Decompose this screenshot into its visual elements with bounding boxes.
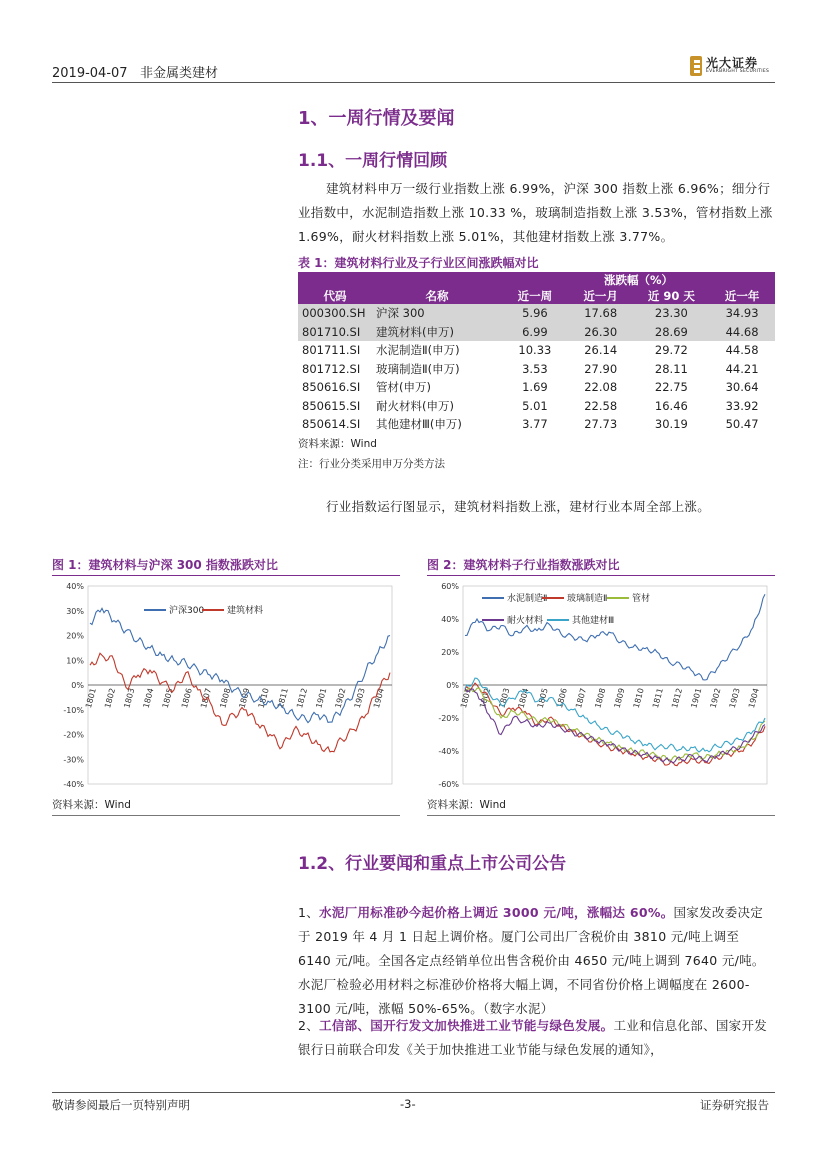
table-cell: 3.77 xyxy=(522,417,548,432)
subsection-heading: 1.1、一周行情回顾 xyxy=(298,151,448,171)
x-tick-label: 1903 xyxy=(352,687,367,710)
x-tick-label: 1801 xyxy=(458,687,473,710)
report-date: 2019-04-07 xyxy=(52,66,128,81)
table-cell: 28.69 xyxy=(634,323,710,342)
table-cell: 29.72 xyxy=(654,343,688,358)
news-body: 国家发改委决定于 2019 年 4 月 1 日起上调价格。厦门公司出厂含税价由 3810 元/吨上调至 6140 元/吨。全国各定点经销单位出售含税价由 4650 元/吨上调到 7640 元/吨。水泥厂检验必用材料之标准砂价格将大幅上调，不同省份价格上调幅度在 2600-3100 元/吨，涨幅 50%-65%。（数字水泥） xyxy=(298,905,765,1016)
footer-divider xyxy=(52,1092,775,1093)
y-tick-label: 20% xyxy=(441,648,459,657)
figure2-top-rule xyxy=(427,575,775,576)
y-tick-label: 40% xyxy=(441,615,459,624)
x-tick-label: 1904 xyxy=(371,687,386,710)
figure1-top-rule xyxy=(52,575,400,576)
table-cell: 16.46 xyxy=(654,398,688,413)
table-cell: 27.90 xyxy=(584,361,618,376)
table-cell: 50.47 xyxy=(725,417,759,432)
report-title: 非金属类建材 xyxy=(139,66,218,81)
chart-index-comparison xyxy=(52,580,400,792)
y-tick-label: 0% xyxy=(71,681,84,690)
y-tick-label: -20% xyxy=(63,730,84,740)
table-cell: 44.58 xyxy=(725,343,759,358)
column-header: 近一年 xyxy=(709,288,775,304)
figure2-bottom-rule xyxy=(427,815,775,816)
table-cell: 其他建材Ⅲ(申万) xyxy=(376,417,462,432)
series-line xyxy=(465,594,765,680)
table-cell: 3.53 xyxy=(522,361,548,376)
table-cell: 管材(申万) xyxy=(376,380,431,395)
table-cell: 33.92 xyxy=(725,398,759,413)
table-cell: 耐火材料(申万) xyxy=(376,398,454,413)
table-note: 注：行业分类采用申万分类方法 xyxy=(298,458,445,470)
chart-subindustry-comparison xyxy=(427,580,775,792)
x-tick-label: 1808 xyxy=(593,687,608,710)
figure1-caption: 图 1：建筑材料与沪深 300 指数涨跌对比 xyxy=(52,558,278,572)
table-cell: 23.30 xyxy=(634,304,710,323)
table-caption: 表 1：建筑材料行业及子行业区间涨跌幅对比 xyxy=(298,256,539,270)
table-cell: 建筑材料(申万) xyxy=(372,323,502,342)
news-headline: 水泥厂用标准砂今起价格上调近 3000 元/吨，涨幅达 60%。 xyxy=(319,905,674,920)
footer-disclaimer: 敬请参阅最后一页特别声明 xyxy=(52,1098,190,1112)
column-header: 近一周 xyxy=(502,288,568,304)
column-header: 近 90 天 xyxy=(634,288,710,304)
table-cell: 1.69 xyxy=(522,380,548,395)
x-tick-label: 1810 xyxy=(256,687,271,710)
x-tick-label: 1903 xyxy=(727,687,742,710)
legend-label: 沪深300 xyxy=(169,606,205,616)
table-cell: 26.30 xyxy=(568,323,634,342)
y-tick-label: -60% xyxy=(438,780,459,789)
y-tick-label: 30% xyxy=(66,606,84,616)
brand-logo-icon xyxy=(690,56,702,76)
legend-label: 其他建材Ⅲ xyxy=(572,616,615,626)
table-cell: 34.93 xyxy=(709,304,775,323)
table-cell: 44.68 xyxy=(709,323,775,342)
table-cell: 27.73 xyxy=(584,417,618,432)
page-number: -3- xyxy=(400,1097,416,1111)
y-tick-label: -30% xyxy=(63,755,84,765)
table-cell: 22.08 xyxy=(584,380,618,395)
legend-label: 耐火材料 xyxy=(507,616,544,626)
report-date-title xyxy=(52,62,218,81)
x-tick-label: 1812 xyxy=(670,687,685,710)
y-tick-label: 20% xyxy=(66,631,84,641)
table-cell: 沪深 300 xyxy=(372,304,502,323)
news-item xyxy=(298,1014,775,1062)
brand-logo xyxy=(690,54,780,80)
index-trend-paragraph: 行业指数运行图显示，建筑材料指数上涨，建材行业本周全部上涨。 xyxy=(326,499,711,514)
table-row xyxy=(298,323,775,342)
x-tick-label: 1804 xyxy=(141,687,156,710)
x-tick-label: 1802 xyxy=(103,687,118,710)
legend-label: 水泥制造Ⅱ xyxy=(507,594,548,604)
y-tick-label: -40% xyxy=(438,747,459,756)
y-tick-label: -40% xyxy=(63,780,84,789)
y-tick-label: -20% xyxy=(438,714,459,723)
x-tick-label: 1811 xyxy=(275,687,290,710)
x-tick-label: 1801 xyxy=(83,687,98,710)
y-tick-label: 0% xyxy=(446,681,459,690)
figure2-source: 资料来源：Wind xyxy=(427,799,506,811)
table-cell: 850615.SI xyxy=(302,398,361,413)
x-tick-label: 1802 xyxy=(478,687,493,710)
x-tick-label: 1812 xyxy=(295,687,310,710)
x-tick-label: 1904 xyxy=(746,687,761,710)
table-cell: 22.58 xyxy=(584,398,618,413)
table-cell: 801711.SI xyxy=(302,343,361,358)
footer-report-type: 证券研究报告 xyxy=(700,1098,769,1112)
news-number: 2、 xyxy=(298,1018,320,1033)
table-row xyxy=(298,341,775,360)
performance-table xyxy=(298,272,775,434)
x-tick-label: 1808 xyxy=(218,687,233,710)
table-cell: 水泥制造Ⅱ(申万) xyxy=(376,343,460,358)
table-cell: 44.21 xyxy=(725,361,759,376)
x-tick-label: 1811 xyxy=(650,687,665,710)
x-tick-label: 1902 xyxy=(333,687,348,710)
x-tick-label: 1804 xyxy=(516,687,531,710)
news-headline: 工信部、国开行发文加快推进工业节能与绿色发展。 xyxy=(319,1018,614,1033)
y-tick-label: 60% xyxy=(441,582,459,591)
table-row xyxy=(298,378,775,397)
news-body: 工业和信息化部、国家开发银行日前联合印发《关于加快推进工业节能与绿色发展的通知》， xyxy=(298,1018,768,1057)
subsection-heading: 1.2、行业要闻和重点上市公司公告 xyxy=(298,854,567,874)
x-tick-label: 1803 xyxy=(122,687,137,710)
x-tick-label: 1902 xyxy=(708,687,723,710)
column-header: 代码 xyxy=(298,288,372,304)
weekly-review-paragraph: 建筑材料申万一级行业指数上涨 6.99%，沪深 300 指数上涨 6.96%；细分行业指数中，水泥制造指数上涨 10.33 %，玻璃制造指数上涨 3.53%，管材指数上涨 1.69%，耐火材料指数上涨 5.01%，其他建材指数上涨 3.77%。 xyxy=(298,181,773,244)
news-item xyxy=(298,901,775,1021)
table-cell: 801712.SI xyxy=(302,361,361,376)
x-tick-label: 1810 xyxy=(631,687,646,710)
table-cell: 17.68 xyxy=(568,304,634,323)
x-tick-label: 1809 xyxy=(612,687,627,710)
news-number: 1、 xyxy=(298,905,320,920)
table-cell: 30.19 xyxy=(654,417,688,432)
x-tick-label: 1806 xyxy=(554,687,569,710)
figure1-source: 资料来源：Wind xyxy=(52,799,131,811)
header-divider xyxy=(52,82,775,83)
table-cell: 玻璃制造Ⅱ(申万) xyxy=(376,361,460,376)
table-cell: 26.14 xyxy=(584,343,618,358)
table-cell: 801710.SI xyxy=(298,323,372,342)
legend-label: 管材 xyxy=(632,594,651,604)
x-tick-label: 1809 xyxy=(237,687,252,710)
table-cell: 5.96 xyxy=(502,304,568,323)
table-cell: 10.33 xyxy=(518,343,552,358)
table-cell: 6.99 xyxy=(502,323,568,342)
x-tick-label: 1807 xyxy=(199,687,214,710)
group-header: 涨跌幅（%） xyxy=(502,272,775,288)
x-tick-label: 1806 xyxy=(179,687,194,710)
table-cell: 850614.SI xyxy=(302,417,361,432)
x-tick-label: 1807 xyxy=(574,687,589,710)
table-row xyxy=(298,360,775,379)
x-tick-label: 1901 xyxy=(314,687,329,710)
figure2-caption: 图 2：建筑材料子行业指数涨跌对比 xyxy=(427,558,620,572)
column-header: 近一月 xyxy=(568,288,634,304)
brand-name: 光大证券 xyxy=(706,56,759,70)
x-tick-label: 1805 xyxy=(160,687,175,710)
table-row xyxy=(298,397,775,416)
table-source: 资料来源：Wind xyxy=(298,438,377,450)
brand-name-en: EVERBRIGHT SECURITIES xyxy=(706,69,770,74)
x-tick-label: 1901 xyxy=(689,687,704,710)
table-cell: 28.11 xyxy=(654,361,688,376)
legend-label: 建筑材料 xyxy=(227,606,264,616)
table-row xyxy=(298,415,775,434)
table-cell: 000300.SH xyxy=(298,304,372,323)
table-cell: 22.75 xyxy=(654,380,688,395)
y-tick-label: -10% xyxy=(63,705,84,715)
table-cell: 5.01 xyxy=(522,398,548,413)
table-cell: 30.64 xyxy=(725,380,759,395)
table-cell: 850616.SI xyxy=(302,380,361,395)
x-tick-label: 1805 xyxy=(535,687,550,710)
table-row xyxy=(298,304,775,323)
section-heading: 1、一周行情及要闻 xyxy=(298,108,455,129)
legend-label: 玻璃制造Ⅱ xyxy=(567,594,608,604)
y-tick-label: 10% xyxy=(66,656,84,666)
x-tick-label: 1803 xyxy=(497,687,512,710)
figure1-bottom-rule xyxy=(52,815,400,816)
column-header: 名称 xyxy=(372,288,502,304)
y-tick-label: 40% xyxy=(66,582,84,591)
